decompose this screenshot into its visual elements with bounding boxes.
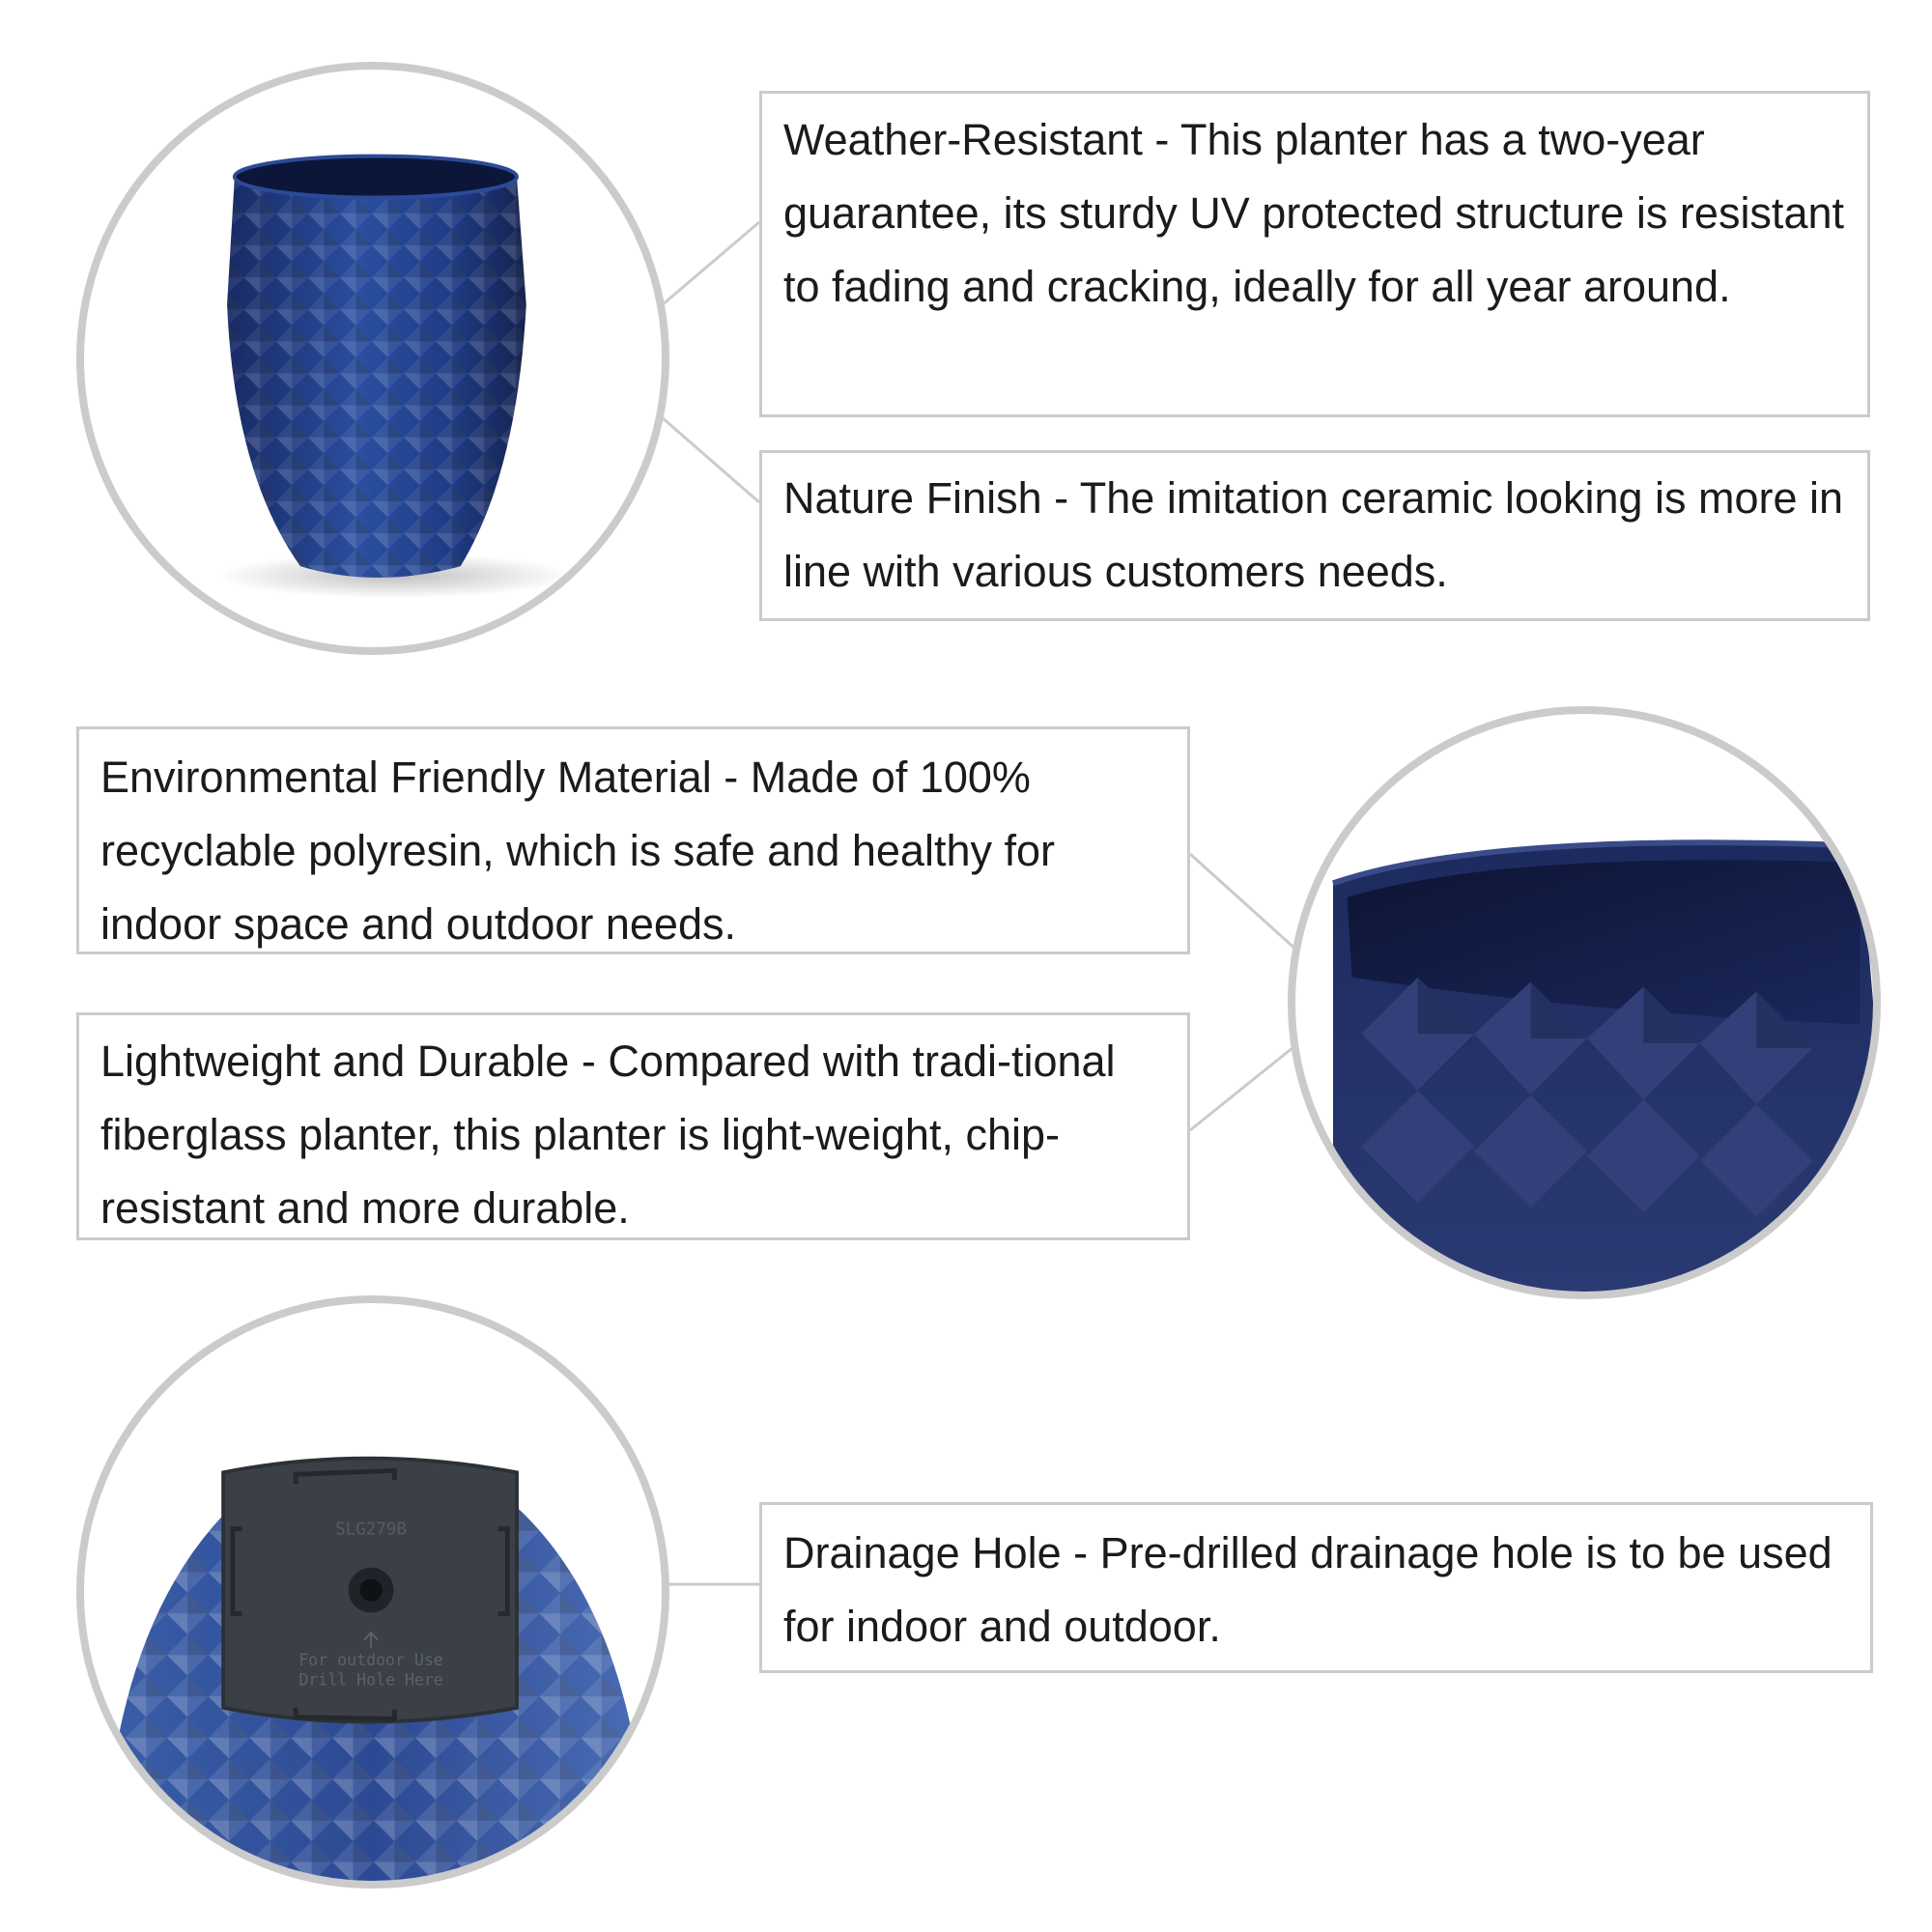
planter-rim-closeup: [1288, 706, 1881, 1299]
planter-image: [84, 70, 662, 647]
connector-line: [1190, 854, 1298, 952]
connector-line: [662, 222, 759, 305]
feature-text: Drainage Hole - Pre-drilled drainage hole is to be used for indoor and outdoor.: [783, 1528, 1833, 1651]
feature-text: Lightweight and Durable - Compared with tradi-tional fiberglass planter, this planter is light-weight, chip-resistant and more durable.: [100, 1037, 1116, 1233]
connector-line: [1190, 1043, 1298, 1130]
planter-front-view: [76, 62, 669, 655]
bottom-image: [84, 1303, 662, 1881]
feature-text: Nature Finish - The imitation ceramic looking is more in line with various customers needs.: [783, 473, 1844, 596]
feature-text: Environmental Friendly Material - Made of 100% recyclable polyresin, which is safe and healthy for indoor space and outdoor needs.: [100, 753, 1056, 949]
feature-text: Weather-Resistant - This planter has a two-year guarantee, its sturdy UV protected structure is resistant to fading and cracking, ideally for all year around.: [783, 115, 1844, 311]
model-code: SLG279B: [335, 1520, 407, 1540]
connector-line: [662, 417, 759, 502]
feature-environmental-material: [76, 726, 1190, 954]
feature-drainage-hole: [759, 1502, 1873, 1673]
planter-bottom-view: [76, 1295, 669, 1889]
feature-weather-resistant: [759, 91, 1870, 417]
feature-nature-finish: [759, 450, 1870, 621]
feature-lightweight-durable: [76, 1012, 1190, 1240]
rim-image: [1295, 714, 1873, 1292]
drill-note-line2: Drill Hole Here: [298, 1670, 443, 1690]
drill-note-line1: For outdoor Use: [298, 1650, 443, 1669]
